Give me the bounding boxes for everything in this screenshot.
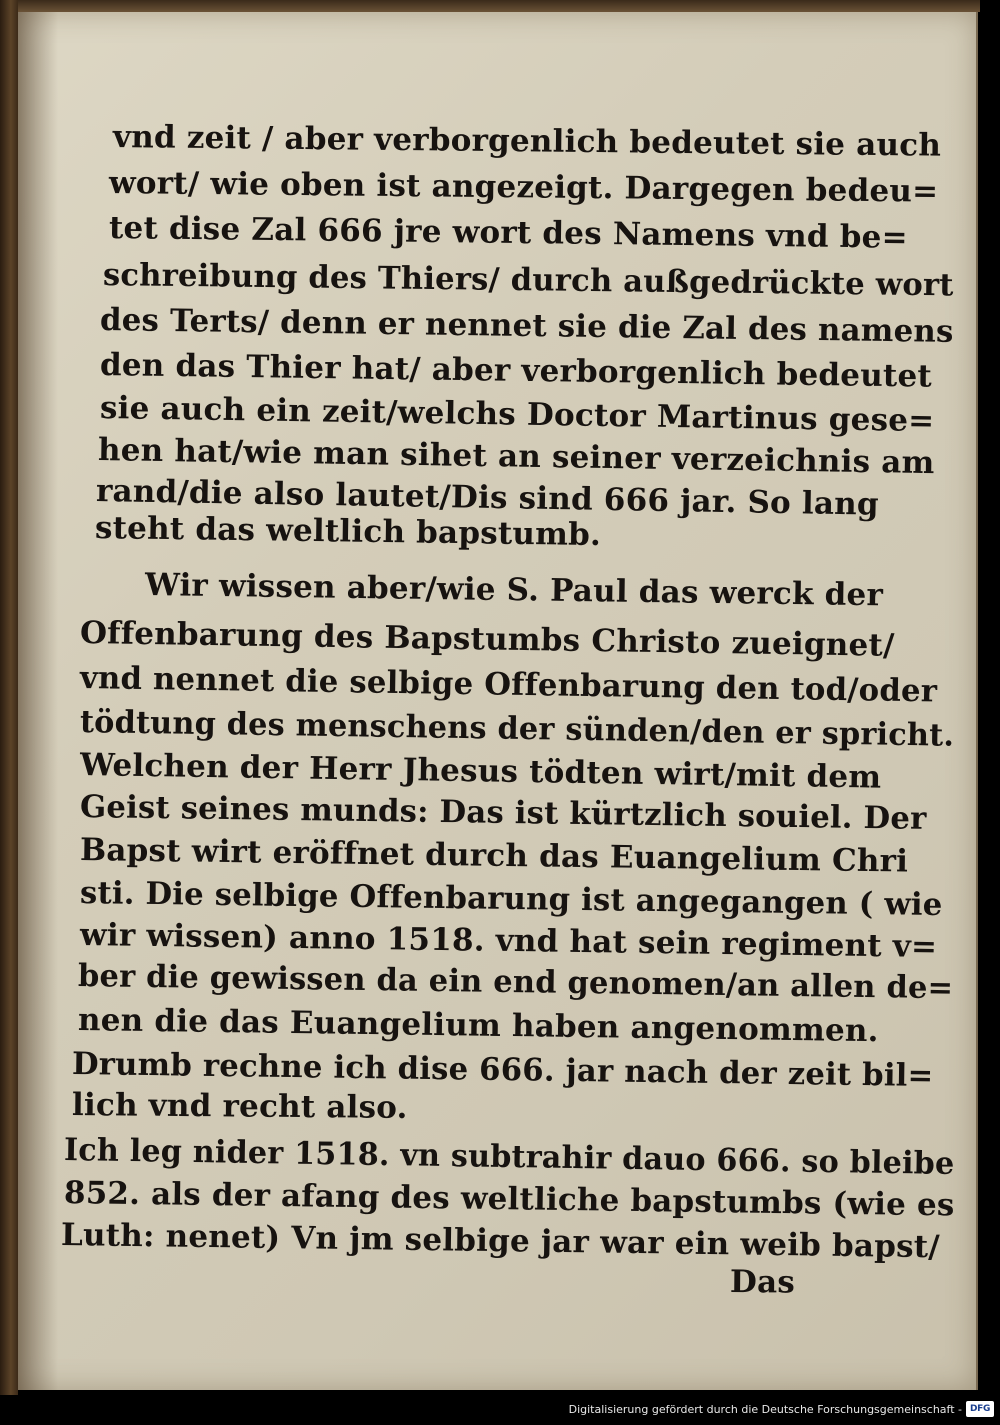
text-line: schreibung des Thiers/ durch außgedrückte wort: [102, 257, 954, 304]
text-line: nen die das Euangelium haben angenommen.: [77, 1002, 879, 1050]
book-page: [18, 12, 978, 1390]
page-gutter-shadow: [18, 12, 58, 1390]
text-line: Offenbarung des Bapstumbs Christo zueignet/: [79, 615, 895, 664]
text-line: vnd zeit / aber verborgenlich bedeutet sie auch: [112, 119, 942, 164]
dfg-logo-text: DFG: [969, 1404, 991, 1414]
text-line: Drumb rechne ich dise 666. jar nach der zeit bil=: [71, 1046, 934, 1095]
text-line: wir wissen) anno 1518. vnd hat sein regiment v=: [79, 917, 938, 965]
text-line: hen hat/wie man sihet an seiner verzeichnis am: [97, 432, 935, 482]
text-line: lich vnd recht also.: [71, 1087, 408, 1126]
text-line: sie auch ein zeit/welchs Doctor Martinus gese=: [99, 390, 935, 440]
text-line: Wir wissen aber/wie S. Paul das werck der: [144, 567, 884, 614]
book-edge-top: [0, 0, 980, 12]
text-line: Welchen der Herr Jhesus tödten wirt/mit dem: [79, 747, 882, 796]
text-line: Bapst wirt eröffnet durch das Euangelium Chri: [79, 832, 909, 880]
text-line: tet dise Zal 666 jre wort des Namens vnd be=: [108, 210, 908, 256]
text-line: tödtung des menschens der sünden/den er spricht.: [79, 704, 955, 754]
catchword: Das: [729, 1264, 796, 1301]
footer-bar: [0, 1395, 1000, 1425]
book-edge-left: [0, 0, 18, 1395]
text-line: Luth: nenet) Vn jm selbige jar war ein weib bapst/: [60, 1217, 941, 1266]
text-line: vnd nennet die selbige Offenbarung den tod/oder: [79, 660, 938, 710]
text-line: rand/die also lautet/Dis sind 666 jar. So lang: [95, 473, 880, 523]
text-line: sti. Die selbige Offenbarung ist angegangen ( wie: [79, 875, 943, 924]
text-line: wort/ wie oben ist angezeigt. Dargegen bedeu=: [108, 165, 939, 210]
text-line: steht das weltlich bapstumb.: [94, 510, 602, 554]
footer-credit-text: Digitalisierung gefördert durch die Deutsche Forschungsgemeinschaft -: [568, 1403, 962, 1416]
text-line: den das Thier hat/ aber verborgenlich bedeutet: [99, 347, 933, 395]
dfg-logo: [966, 1401, 994, 1417]
text-line: ber die gewissen da ein end genomen/an allen de=: [77, 958, 954, 1007]
text-line: 852. als der afang des weltliche bapstumbs (wie es: [63, 1175, 955, 1224]
text-line: des Terts/ denn er nennet sie die Zal des namens: [99, 302, 954, 350]
text-line: Geist seines munds: Das ist kürtzlich souiel. Der: [79, 789, 927, 837]
text-line: Ich leg nider 1518. vn subtrahir dauo 666. so bleibe: [63, 1132, 955, 1182]
